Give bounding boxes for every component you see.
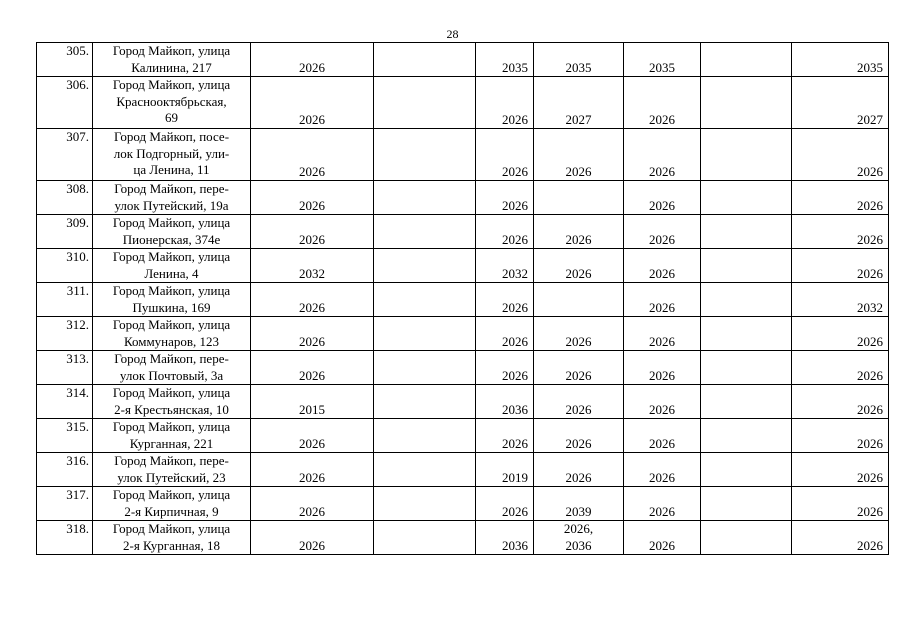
year-cell-3: 2026	[476, 215, 534, 249]
year-cell-6	[701, 487, 792, 521]
address-line: улок Почтовый, 3а	[119, 367, 224, 383]
year-cell-4	[534, 385, 624, 419]
year-cell-1: 2026	[251, 283, 374, 317]
year-cell-4	[534, 77, 624, 129]
year-cell-5: 2026	[624, 487, 701, 521]
year-cell-5: 2026	[624, 129, 701, 181]
year-cell-6	[701, 453, 792, 487]
year-cell-2	[374, 77, 476, 129]
year-line: 2026	[565, 265, 592, 281]
year-cell-2	[374, 351, 476, 385]
year-cell-5: 2026	[624, 215, 701, 249]
year-cell-1: 2026	[251, 77, 374, 129]
address-line: Город Майкоп, улица	[112, 249, 231, 264]
year-cell-5: 2026	[624, 521, 701, 555]
address-line: Город Майкоп, пере-	[114, 181, 229, 196]
year-cell-7: 2026	[792, 249, 889, 283]
row-number: 306.	[37, 77, 93, 129]
year-cell-3: 2026	[476, 283, 534, 317]
address-cell	[93, 317, 251, 351]
year-cell-1: 2026	[251, 487, 374, 521]
year-cell-3: 2036	[476, 385, 534, 419]
address-line: 69	[165, 110, 178, 125]
year-cell-4	[534, 453, 624, 487]
address-line: Краснооктябрьская,	[116, 93, 227, 109]
address-line: 2-я Крестьянская, 10	[114, 401, 229, 417]
address-line: лок Подгорный, ули-	[113, 145, 230, 161]
row-number: 308.	[37, 181, 93, 215]
year-cell-6	[701, 43, 792, 77]
year-cell-7: 2026	[792, 487, 889, 521]
year-cell-2	[374, 181, 476, 215]
year-cell-7: 2026	[792, 419, 889, 453]
year-cell-4	[534, 521, 624, 555]
year-cell-6	[701, 317, 792, 351]
year-line: 2026	[565, 231, 592, 247]
address-line: 2-я Кирпичная, 9	[124, 503, 219, 519]
address-line: 2-я Курганная, 18	[122, 537, 221, 553]
year-line: 2027	[565, 111, 592, 127]
year-cell-7: 2026	[792, 453, 889, 487]
address-line: Город Майкоп, посе-	[113, 129, 230, 144]
row-number: 310.	[37, 249, 93, 283]
year-cell-4	[534, 215, 624, 249]
address-cell	[93, 521, 251, 555]
year-cell-2	[374, 453, 476, 487]
year-cell-1: 2026	[251, 453, 374, 487]
address-line: Коммунаров, 123	[123, 333, 220, 349]
year-cell-6	[701, 521, 792, 555]
address-line: улок Путейский, 23	[117, 469, 226, 485]
year-cell-5: 2026	[624, 181, 701, 215]
address-line: Город Майкоп, улица	[112, 283, 231, 298]
year-cell-1: 2026	[251, 419, 374, 453]
year-cell-5: 2035	[624, 43, 701, 77]
row-number: 307.	[37, 129, 93, 181]
address-line: Город Майкоп, улица	[112, 419, 231, 434]
year-cell-2	[374, 129, 476, 181]
address-line: Город Майкоп, улица	[112, 43, 231, 58]
table-row	[37, 129, 889, 181]
year-line: 2026	[565, 333, 592, 349]
year-cell-4	[534, 129, 624, 181]
year-cell-6	[701, 215, 792, 249]
year-cell-4	[534, 283, 624, 317]
year-cell-2	[374, 385, 476, 419]
year-cell-7: 2026	[792, 521, 889, 555]
year-cell-6	[701, 419, 792, 453]
year-cell-6	[701, 249, 792, 283]
row-number: 317.	[37, 487, 93, 521]
year-cell-2	[374, 43, 476, 77]
table-row	[37, 317, 889, 351]
page-number: 28	[446, 27, 459, 41]
year-cell-3: 2026	[476, 181, 534, 215]
address-line: Ленина, 4	[144, 265, 199, 281]
row-number: 312.	[37, 317, 93, 351]
year-cell-3: 2026	[476, 351, 534, 385]
registry-table	[36, 42, 889, 555]
address-line: Пионерская, 374е	[122, 231, 221, 247]
year-cell-4	[534, 419, 624, 453]
year-cell-7: 2026	[792, 317, 889, 351]
address-line: Город Майкоп, улица	[112, 215, 231, 230]
address-line: Город Майкоп, улица	[112, 521, 231, 536]
year-cell-7: 2032	[792, 283, 889, 317]
row-number: 315.	[37, 419, 93, 453]
year-cell-6	[701, 385, 792, 419]
address-line: Город Майкоп, улица	[112, 77, 231, 92]
year-cell-7: 2026	[792, 351, 889, 385]
address-cell	[93, 453, 251, 487]
year-cell-2	[374, 419, 476, 453]
year-cell-6	[701, 181, 792, 215]
year-cell-4	[534, 181, 624, 215]
table-body	[37, 43, 889, 555]
address-line: улок Путейский, 19а	[114, 197, 229, 213]
address-cell	[93, 249, 251, 283]
table-row	[37, 283, 889, 317]
year-cell-6	[701, 129, 792, 181]
year-cell-1: 2026	[251, 129, 374, 181]
year-cell-6	[701, 351, 792, 385]
year-line: 2026	[565, 401, 592, 417]
address-cell	[93, 43, 251, 77]
year-cell-3: 2026	[476, 77, 534, 129]
year-cell-3: 2026	[476, 419, 534, 453]
year-cell-6	[701, 283, 792, 317]
year-cell-1: 2026	[251, 181, 374, 215]
year-cell-3: 2026	[476, 129, 534, 181]
year-cell-5: 2026	[624, 351, 701, 385]
address-line: ца Ленина, 11	[133, 162, 210, 177]
table-row	[37, 419, 889, 453]
year-cell-1: 2015	[251, 385, 374, 419]
address-cell	[93, 129, 251, 181]
row-number: 316.	[37, 453, 93, 487]
year-cell-5: 2026	[624, 453, 701, 487]
row-number: 314.	[37, 385, 93, 419]
address-line: Город Майкоп, улица	[112, 317, 231, 332]
year-line: 2026	[565, 163, 592, 179]
address-line: Город Майкоп, пере-	[114, 453, 229, 468]
row-number: 309.	[37, 215, 93, 249]
year-cell-6	[701, 77, 792, 129]
table-row	[37, 249, 889, 283]
year-cell-4	[534, 487, 624, 521]
year-cell-5: 2026	[624, 77, 701, 129]
year-cell-1: 2026	[251, 215, 374, 249]
year-line: 2035	[565, 59, 592, 75]
year-cell-7: 2035	[792, 43, 889, 77]
table-row	[37, 77, 889, 129]
table-row	[37, 521, 889, 555]
year-line: 2039	[565, 503, 592, 519]
year-cell-4	[534, 249, 624, 283]
address-line: Город Майкоп, пере-	[114, 351, 229, 366]
table-row	[37, 385, 889, 419]
year-cell-3: 2032	[476, 249, 534, 283]
year-cell-5: 2026	[624, 283, 701, 317]
row-number: 313.	[37, 351, 93, 385]
year-cell-3: 2026	[476, 487, 534, 521]
year-cell-7: 2026	[792, 385, 889, 419]
year-line: 2026	[565, 469, 592, 485]
address-cell	[93, 419, 251, 453]
address-line: Курганная, 221	[129, 435, 214, 451]
year-cell-5: 2026	[624, 419, 701, 453]
table-row	[37, 181, 889, 215]
year-cell-1: 2026	[251, 43, 374, 77]
year-cell-3: 2019	[476, 453, 534, 487]
address-cell	[93, 487, 251, 521]
address-line: Пушкина, 169	[132, 299, 211, 315]
year-line: 2026	[565, 367, 592, 383]
year-cell-7: 2026	[792, 215, 889, 249]
year-cell-4	[534, 317, 624, 351]
year-cell-4	[534, 351, 624, 385]
year-line: 2036	[565, 537, 592, 553]
year-cell-5: 2026	[624, 385, 701, 419]
address-line: Город Майкоп, улица	[112, 487, 231, 502]
year-cell-2	[374, 249, 476, 283]
address-cell	[93, 215, 251, 249]
year-cell-7: 2026	[792, 129, 889, 181]
year-cell-1: 2026	[251, 521, 374, 555]
year-cell-1: 2032	[251, 249, 374, 283]
year-cell-2	[374, 283, 476, 317]
table-row	[37, 215, 889, 249]
year-cell-1: 2026	[251, 317, 374, 351]
year-cell-2	[374, 487, 476, 521]
year-cell-3: 2035	[476, 43, 534, 77]
year-cell-1: 2026	[251, 351, 374, 385]
row-number: 305.	[37, 43, 93, 77]
table-row	[37, 351, 889, 385]
year-cell-7: 2027	[792, 77, 889, 129]
address-cell	[93, 283, 251, 317]
year-cell-3: 2026	[476, 317, 534, 351]
table-row	[37, 453, 889, 487]
table-row	[37, 487, 889, 521]
row-number: 318.	[37, 521, 93, 555]
address-line: Город Майкоп, улица	[112, 385, 231, 400]
table-row	[37, 43, 889, 77]
year-cell-2	[374, 317, 476, 351]
address-cell	[93, 181, 251, 215]
address-cell	[93, 385, 251, 419]
year-cell-4	[534, 43, 624, 77]
year-cell-5: 2026	[624, 249, 701, 283]
year-cell-2	[374, 215, 476, 249]
year-cell-7: 2026	[792, 181, 889, 215]
year-cell-3: 2036	[476, 521, 534, 555]
row-number: 311.	[37, 283, 93, 317]
address-line: Калинина, 217	[131, 59, 212, 75]
year-line: 2026	[565, 435, 592, 451]
year-line: 2026,	[563, 521, 594, 536]
address-cell	[93, 77, 251, 129]
year-cell-2	[374, 521, 476, 555]
year-cell-5: 2026	[624, 317, 701, 351]
address-cell	[93, 351, 251, 385]
